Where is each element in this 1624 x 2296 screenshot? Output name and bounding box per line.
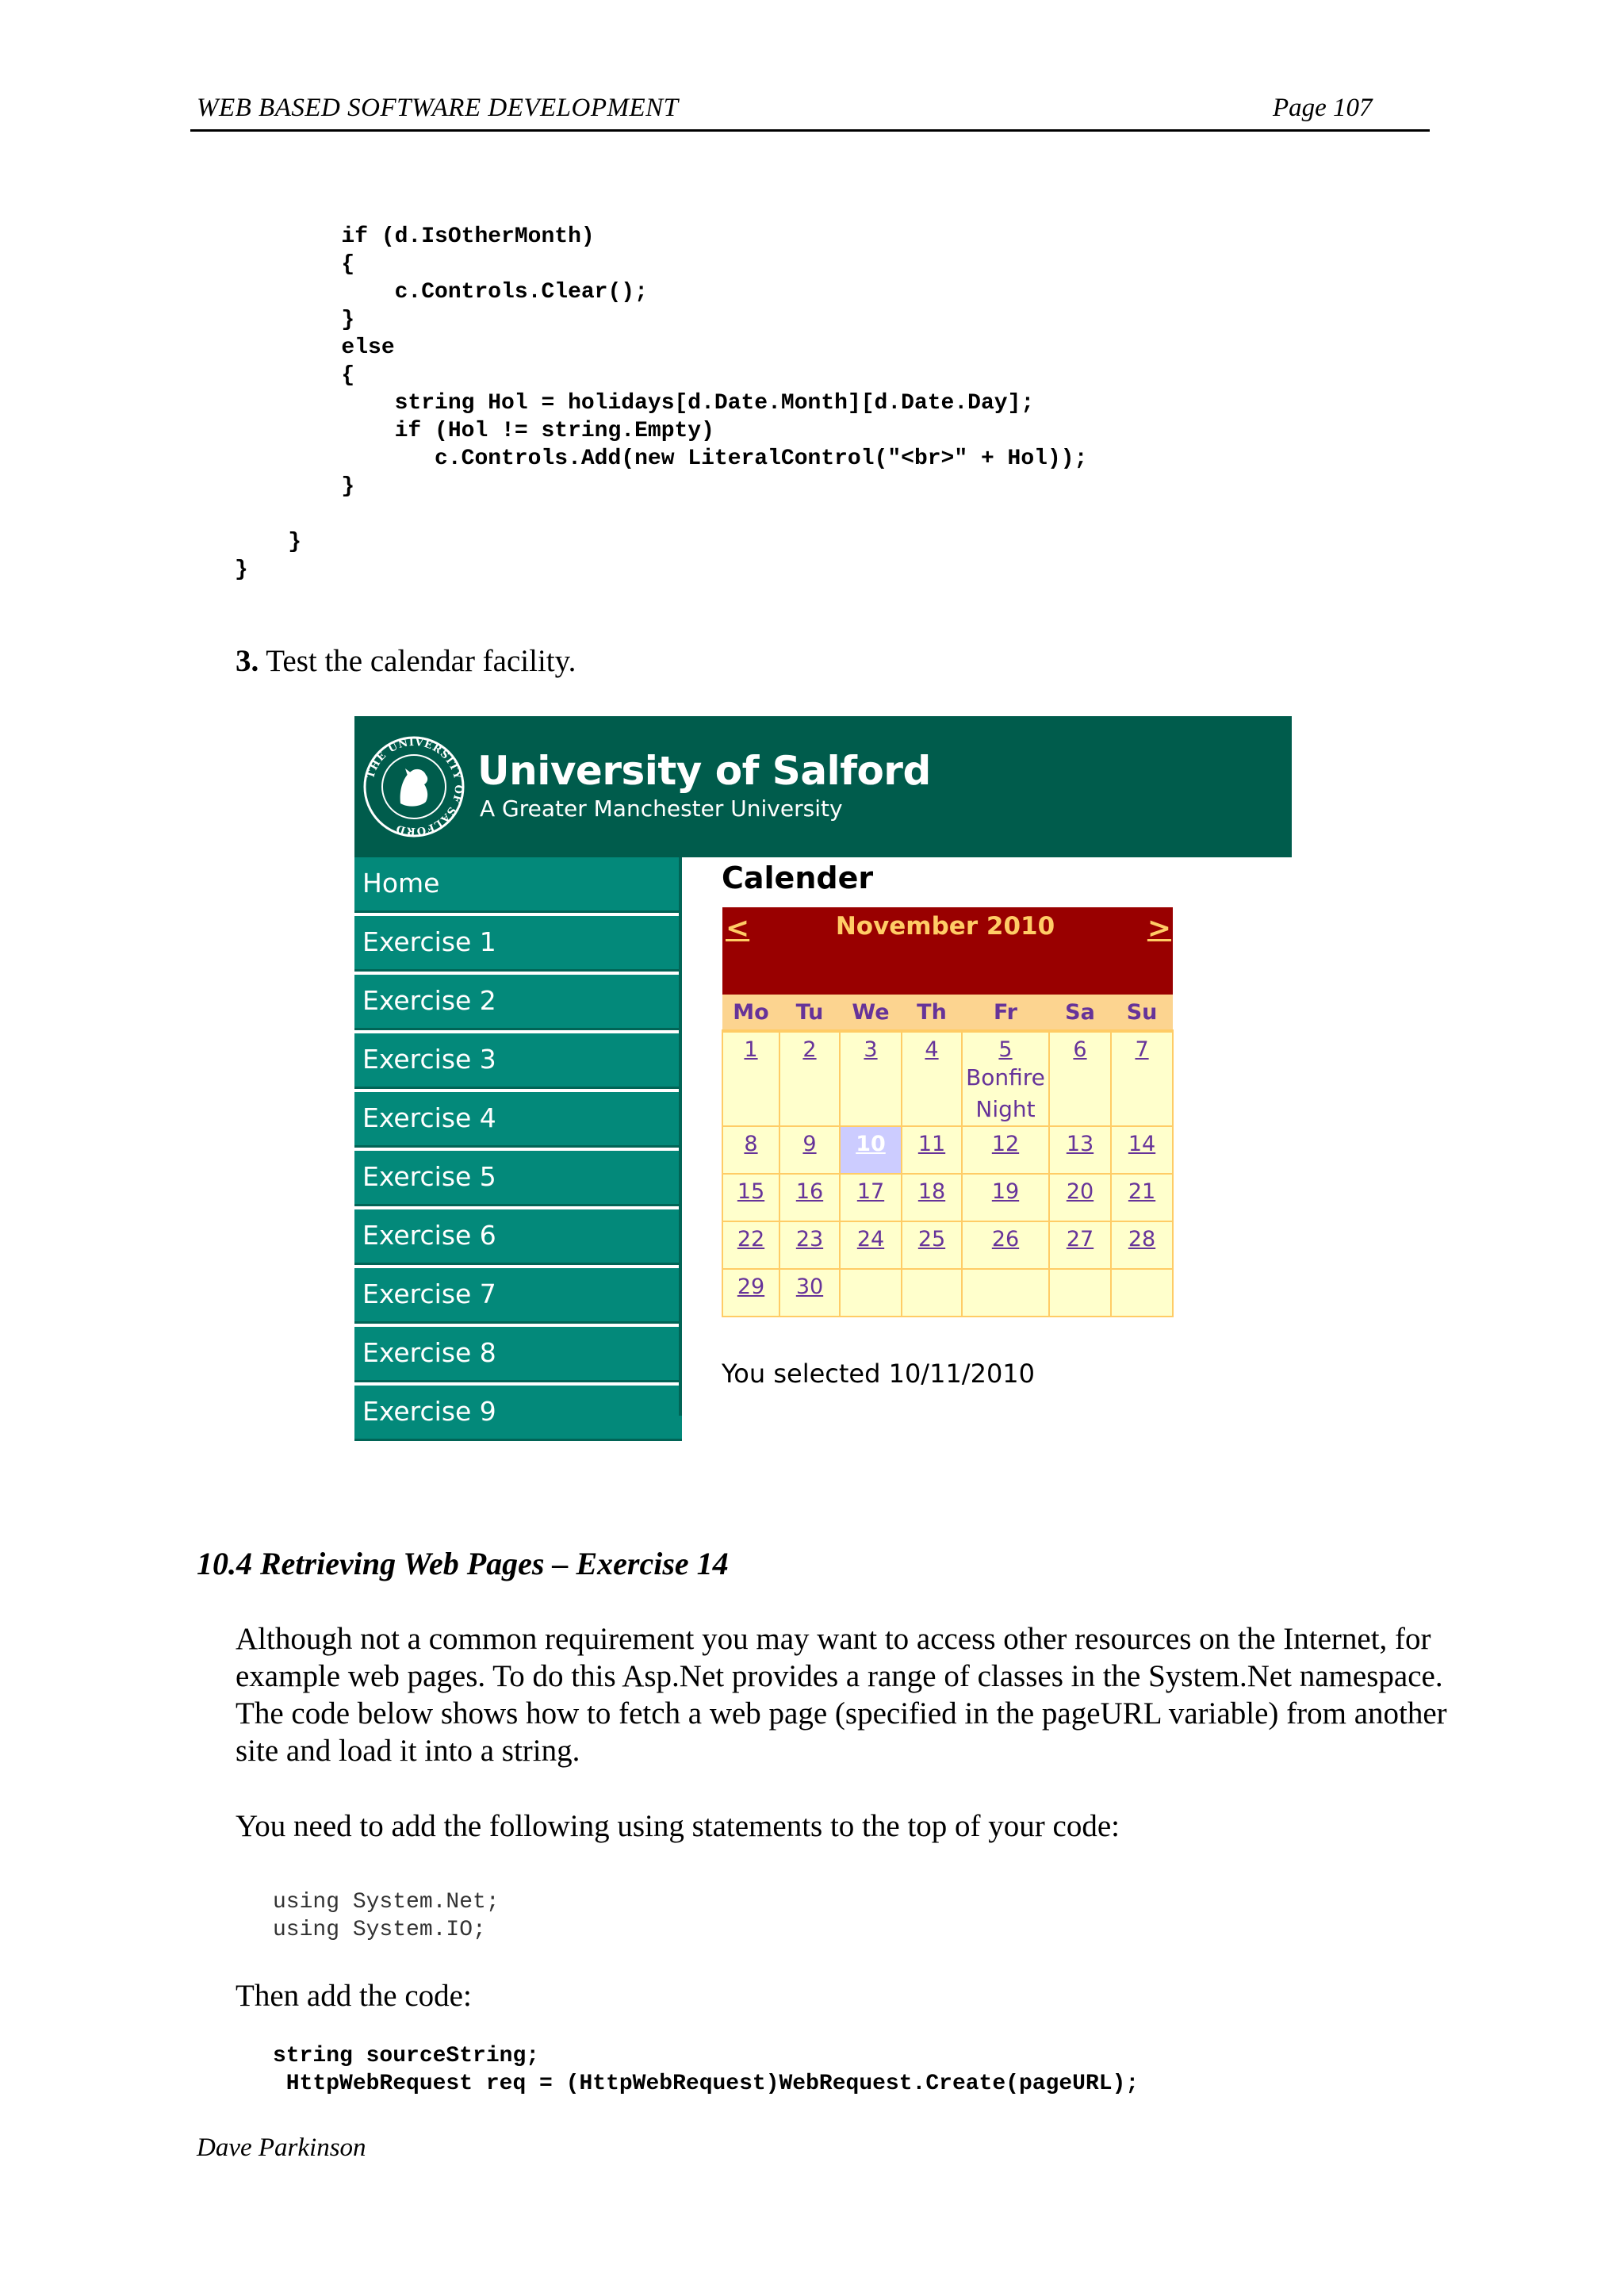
calendar-day-link[interactable]: 10 <box>856 1132 886 1156</box>
selected-date-label: You selected 10/11/2010 <box>722 1359 1036 1389</box>
university-name: University of Salford <box>477 748 931 794</box>
holiday-label: Night <box>975 1096 1036 1122</box>
calendar-day-cell <box>1111 1221 1173 1269</box>
header-rule <box>190 129 1430 132</box>
footer-author: Dave Parkinson <box>197 2133 366 2162</box>
calendar-day-cell <box>840 1174 902 1221</box>
menu-divider <box>679 857 682 1416</box>
calendar-day-link[interactable]: 20 <box>1066 1179 1094 1204</box>
calendar-week-row <box>722 1031 1173 1126</box>
step-3 <box>236 642 576 680</box>
menu-item-exercise-1[interactable]: Exercise 1 <box>354 916 682 972</box>
dow-header: Su <box>1111 995 1173 1031</box>
calendar-empty-cell <box>962 1269 1049 1317</box>
calendar-heading: Calender <box>722 861 874 895</box>
menu-item-exercise-9[interactable]: Exercise 9 <box>354 1386 682 1441</box>
calendar-day-link[interactable]: 21 <box>1128 1179 1156 1204</box>
calendar-day-cell <box>722 1269 779 1317</box>
calendar-day-link[interactable]: 23 <box>795 1227 824 1251</box>
side-menu <box>354 857 682 1444</box>
calendar-day-link[interactable]: 7 <box>1135 1037 1149 1062</box>
calendar-month-title: November 2010 <box>779 907 1111 995</box>
calendar-day-cell <box>1111 1174 1173 1221</box>
dow-header: Th <box>902 995 962 1031</box>
calendar-day-link[interactable]: 25 <box>917 1227 946 1251</box>
dow-header: Fr <box>962 995 1049 1031</box>
calendar-day-cell <box>722 1174 779 1221</box>
calendar-day-cell <box>840 1126 902 1174</box>
calendar-day-link[interactable]: 15 <box>737 1179 765 1204</box>
calendar-week-row <box>722 1174 1173 1221</box>
calendar-day-link[interactable]: 8 <box>744 1132 758 1156</box>
calendar-day-link[interactable]: 17 <box>856 1179 885 1204</box>
running-header-title: WEB BASED SOFTWARE DEVELOPMENT <box>197 94 679 122</box>
calendar-day-cell <box>779 1174 840 1221</box>
paragraph-then: Then add the code: <box>236 1979 472 2013</box>
university-banner <box>354 716 1292 857</box>
calendar-day-link[interactable]: 5 <box>998 1037 1013 1062</box>
calendar-empty-cell <box>1049 1269 1111 1317</box>
calendar-day-link[interactable]: 18 <box>917 1179 946 1204</box>
day-of-week-row <box>722 995 1173 1031</box>
dow-header: We <box>840 995 902 1031</box>
menu-item-home[interactable]: Home <box>354 857 682 913</box>
menu-item-exercise-5[interactable]: Exercise 5 <box>354 1151 682 1206</box>
paragraph-using: You need to add the following using statements to the top of your code: <box>236 1809 1120 1843</box>
calendar-day-cell <box>962 1221 1049 1269</box>
calendar-day-cell <box>840 1221 902 1269</box>
step-number: 3. <box>236 644 259 678</box>
calendar-day-cell <box>840 1031 902 1126</box>
university-tagline: A Greater Manchester University <box>480 795 843 822</box>
calendar-day-cell <box>1049 1031 1111 1126</box>
calendar-day-link[interactable]: 19 <box>991 1179 1020 1204</box>
calendar-day-link[interactable]: 16 <box>795 1179 824 1204</box>
dow-header: Sa <box>1049 995 1111 1031</box>
section-heading: 10.4 Retrieving Web Pages – Exercise 14 <box>197 1546 729 1581</box>
calendar-day-cell <box>779 1269 840 1317</box>
code-block-request: string sourceString; HttpWebRequest req = (HttpWebRequest)WebRequest.Create(pageURL); <box>273 2044 1139 2096</box>
calendar-day-cell <box>902 1221 962 1269</box>
calendar-day-link[interactable]: 14 <box>1128 1132 1156 1156</box>
calendar-title-row <box>722 907 1173 995</box>
calendar-day-link[interactable]: 30 <box>795 1274 824 1299</box>
calendar-empty-cell <box>1111 1269 1173 1317</box>
calendar-week-row <box>722 1221 1173 1269</box>
calendar-week-row <box>722 1269 1173 1317</box>
calendar-empty-cell <box>902 1269 962 1317</box>
calendar-day-link[interactable]: 2 <box>802 1037 817 1062</box>
calendar <box>722 907 1174 1317</box>
dow-header: Mo <box>722 995 779 1031</box>
dow-header: Tu <box>779 995 840 1031</box>
calendar-day-cell <box>962 1031 1049 1126</box>
seal-text: THE UNIVERSITY OF SALFORD <box>365 736 465 838</box>
calendar-day-cell <box>962 1126 1049 1174</box>
next-month-link[interactable]: > <box>1147 912 1172 945</box>
menu-item-exercise-7[interactable]: Exercise 7 <box>354 1268 682 1324</box>
calendar-day-link[interactable]: 3 <box>864 1037 878 1062</box>
university-seal-icon <box>361 734 468 841</box>
calendar-day-cell <box>1049 1221 1111 1269</box>
calendar-day-cell <box>779 1126 840 1174</box>
calendar-day-cell <box>902 1126 962 1174</box>
step-text: Test the calendar facility. <box>259 644 576 678</box>
calendar-day-cell <box>1111 1031 1173 1126</box>
calendar-day-link[interactable]: 9 <box>802 1132 817 1156</box>
calendar-screenshot <box>354 716 1292 1427</box>
calendar-day-cell <box>1111 1126 1173 1174</box>
menu-item-exercise-2[interactable]: Exercise 2 <box>354 975 682 1030</box>
calendar-day-cell <box>722 1031 779 1126</box>
calendar-day-cell <box>1049 1174 1111 1221</box>
calendar-day-cell <box>902 1031 962 1126</box>
paragraph-intro: Although not a common requirement you may want to access other resources on the Internet, for example web pages. To do this Asp.Net provides a range of classes in the System.Net namespace. The code below shows how to fetch a web page (specified in the pageURL variable) from another site and load it into a string. <box>236 1622 1447 1768</box>
calendar-day-link[interactable]: 4 <box>925 1037 939 1062</box>
calendar-day-link[interactable]: 6 <box>1073 1037 1087 1062</box>
calendar-day-link[interactable]: 13 <box>1066 1132 1094 1156</box>
calendar-day-cell <box>722 1126 779 1174</box>
calendar-day-link[interactable]: 29 <box>737 1274 765 1299</box>
calendar-day-link[interactable]: 28 <box>1128 1227 1156 1251</box>
calendar-day-link[interactable]: 12 <box>991 1132 1020 1156</box>
calendar-day-cell <box>779 1031 840 1126</box>
page-number: Page 107 <box>1273 94 1373 122</box>
calendar-empty-cell <box>840 1269 902 1317</box>
calendar-day-link[interactable]: 1 <box>744 1037 758 1062</box>
calendar-week-row <box>722 1126 1173 1174</box>
calendar-day-link[interactable]: 22 <box>737 1227 765 1251</box>
prev-month-link[interactable]: < <box>726 912 750 945</box>
menu-item-exercise-6[interactable]: Exercise 6 <box>354 1209 682 1265</box>
code-block-using: using System.Net; using System.IO; <box>273 1890 500 1942</box>
calendar-day-cell <box>902 1174 962 1221</box>
menu-item-exercise-4[interactable]: Exercise 4 <box>354 1092 682 1148</box>
calendar-day-link[interactable]: 27 <box>1066 1227 1094 1251</box>
calendar-day-cell <box>779 1221 840 1269</box>
menu-item-exercise-3[interactable]: Exercise 3 <box>354 1033 682 1089</box>
calendar-day-cell <box>1049 1126 1111 1174</box>
calendar-day-link[interactable]: 11 <box>917 1132 946 1156</box>
calendar-day-cell <box>722 1221 779 1269</box>
holiday-label: Bonfire <box>966 1064 1045 1091</box>
calendar-days <box>722 1031 1173 1317</box>
menu-item-exercise-8[interactable]: Exercise 8 <box>354 1327 682 1382</box>
code-block-holidays: if (d.IsOtherMonth) { c.Controls.Clear(); } else { string Hol = holidays[d.Date.Month][d.Date.Day]; if (Hol != string.Empty) c.Controls.Add(new LiteralControl("<br>" + Hol)); } } } <box>235 224 1088 582</box>
calendar-day-link[interactable]: 24 <box>856 1227 885 1251</box>
calendar-day-link[interactable]: 26 <box>991 1227 1020 1251</box>
calendar-day-cell <box>962 1174 1049 1221</box>
